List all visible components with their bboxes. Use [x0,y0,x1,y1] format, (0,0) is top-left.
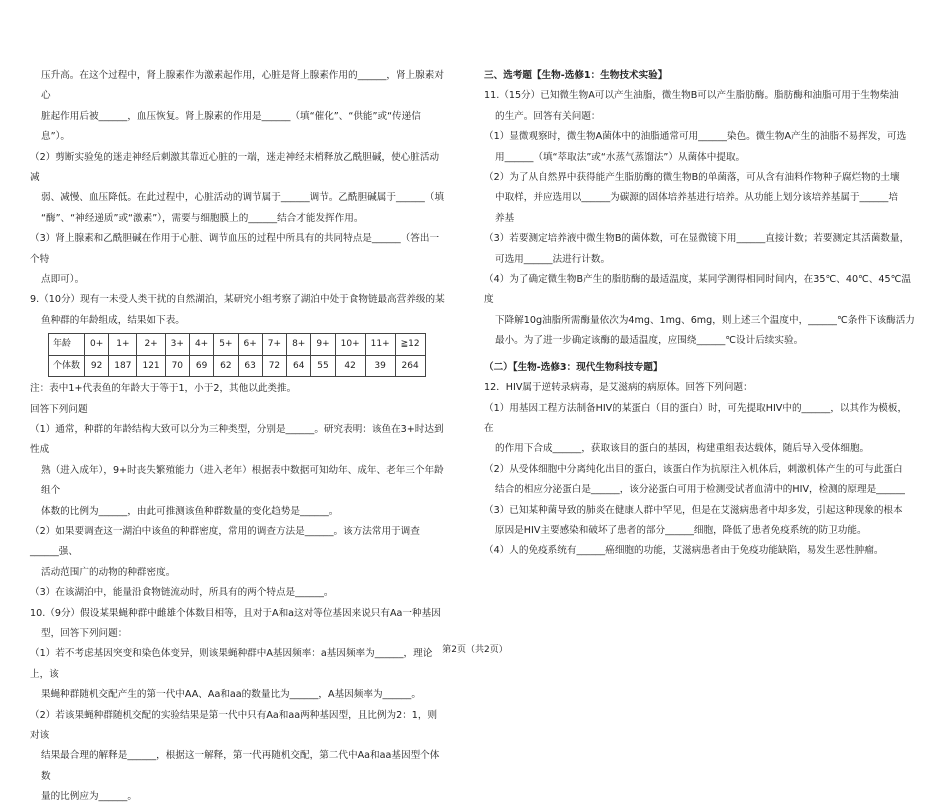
table-cell: 个体数 [49,355,85,376]
text-line: （1）用基因工程方法制备HIV的某蛋白（目的蛋白）时，可先提取HIV中的______，以其作为模板，在 [484,402,908,434]
table-cell: 42 [335,355,365,376]
table-cell: 62 [214,355,238,376]
text-line: 回答下列问题 [30,403,88,415]
table-cell: 55 [311,355,335,376]
table-cell: 70 [165,355,189,376]
text-line: （1）显微观察时，微生物A菌体中的油脂通常可用______染色。微生物A产生的油脂不易挥发，可选 [484,131,907,143]
text-line: 压升高。在这个过程中，肾上腺素作为激素起作用，心脏是肾上腺素作用的______，肾上腺素对心 [41,70,444,102]
text-line: 点即可）。 [41,274,85,286]
table-header-row [49,334,426,355]
table-cell: ≧12 [395,334,425,355]
table-cell: 121 [137,355,165,376]
page-footer: 第2页（共2页） [442,645,508,655]
text-line: （4）人的免疫系统有______癌细胞的功能，艾滋病患者由于免疫功能缺陷，易发生恶性肿瘤。 [484,545,884,557]
table-cell: 5+ [214,334,238,355]
table-cell: 8+ [287,334,311,355]
text-line: 熟（进入成年），9+时丧失繁殖能力（进入老年）根据表中数据可知幼年、成年、老年三个年龄组个 [41,464,444,497]
table-cell: 264 [395,355,425,376]
text-line: 量的比例应为______。 [41,791,137,803]
text-line: 下降解10g油脂所需酶量依次为4mg、1mg、6mg，则上述三个温度中，______℃条件下该酶活力 [495,314,915,326]
text-line: （3）肾上腺素和乙酰胆碱在作用于心脏、调节血压的过程中所具有的共同特点是______（答出一个特 [30,233,440,265]
table-cell: 0+ [85,334,109,355]
text-line: 最小。为了进一步确定该酶的最适温度，应围绕______℃设计后续实验。 [495,335,804,347]
left-column [30,66,446,808]
text-line: （2）为了从自然界中获得能产生脂肪酶的微生物B的单菌落，可从含有油料作物种子腐烂物的土壤 [484,172,900,184]
text-line: （1）通常，种群的年龄结构大致可以分为三种类型，分别是______。研究表明：该鱼在3+时达到性成 [30,423,444,456]
question-11-heading: 11.（15分）已知微生物A可以产生油脂，微生物B可以产生脂肪酶。脂肪酶和油脂可用于生物柴油 [484,90,899,102]
text-line: 活动范围广的动物的种群密度。 [41,566,176,578]
text-line: （2）从受体细胞中分离纯化出目的蛋白，该蛋白作为抗原注入机体后，刺激机体产生的可与此蛋白 [484,463,903,475]
right-column [484,66,916,562]
table-cell: 11+ [365,334,395,355]
question-10-heading: 10.（9分）假设某果蝇种群中雌雄个体数目相等，且对于A和a这对等位基因来说只有Aa一种基因 [30,607,441,619]
table-cell: 6+ [238,334,262,355]
table-cell: 9+ [311,334,335,355]
text-line: 中取样，并应选用以______为碳源的固体培养基进行培养。从功能上划分该培养基属于______培 [495,192,898,204]
table-cell: 7+ [262,334,286,355]
age-structure-table [48,333,426,377]
table-cell: 4+ [189,334,213,355]
table-cell: 92 [85,355,109,376]
text-line: 原因是HIV主要感染和破坏了患者的部分______细胞，降低了患者免疫系统的防卫功能。 [495,524,867,536]
text-line: 结果最合理的解释是______，根据这一解释，第一代再随机交配，第二代中Aa和aa基因型个体数 [41,750,440,782]
section-heading-elective-1: 三、选考题【生物-选修1：生物技术实验】 [484,70,668,81]
text-line: 体数的比例为______，由此可推测该鱼种群数量的变化趋势是______。 [41,505,339,517]
text-line: （2）若该果蝇种群随机交配的实验结果是第一代中只有Aa和aa两种基因型，且比例为2：1，则对该 [30,709,438,741]
table-row [49,355,426,376]
text-line: 的作用下合成______，获取该目的蛋白的基因，构建重组表达载体，随后导入受体细胞。 [495,443,870,455]
question-12-heading: 12．HIV属于逆转录病毒，是艾滋病的病原体。回答下列问题： [484,382,753,394]
text-line: 的生产。回答有关问题： [495,110,601,122]
table-cell: 63 [238,355,262,376]
text-line: 鱼种群的年龄组成，结果如下表。 [41,314,185,326]
text-line: 脏起作用后被______，血压恢复。肾上腺素的作用是______（填“催化”、“供能”或“传递信 [41,110,421,122]
table-cell: 187 [109,355,137,376]
table-cell: 39 [365,355,395,376]
text-line: （3）在该湖泊中，能量沿食物链流动时，所具有的两个特点是______。 [30,587,334,599]
text-line: （4）为了确定微生物B产生的脂肪酶的最适温度，某同学测得相同时间内，在35℃、40℃、45℃温度 [484,274,912,306]
text-line: 结合的相应分泌蛋白是______，该分泌蛋白可用于检测受试者血清中的HIV，检测的原理是______ [495,484,905,496]
text-line: 注：表中1+代表鱼的年龄大于等于1，小于2，其他以此类推。 [30,383,297,395]
table-cell: 3+ [165,334,189,355]
table-cell: 69 [189,355,213,376]
table-cell: 2+ [137,334,165,355]
table-cell: 年龄 [49,334,85,355]
text-line: 果蝇种群随机交配产生的第一代中AA、Aa和aa的数量比为______，A基因频率为______。 [41,689,421,701]
table-cell: 72 [262,355,286,376]
section-heading-elective-3: （二）【生物-选修3：现代生物科技专题】 [484,361,663,373]
text-line: 弱、减慢、血压降低。在此过程中，心脏活动的调节属于______调节。乙酰胆碱属于______（填 [41,192,444,204]
text-line: “酶”、“神经递质”或“激素”），需要与细胞膜上的______结合才能发挥作用。 [41,212,364,224]
question-9-heading: 9.（10分）现有一未受人类干扰的自然湖泊，某研究小组考察了湖泊中处于食物链最高营养级的某 [30,294,445,306]
text-line: （2）剪断实验兔的迷走神经后刺激其靠近心脏的一端，迷走神经末梢释放乙酰胆碱，使心脏活动减 [30,151,440,184]
text-line: 型，回答下列问题： [41,627,128,639]
table-cell: 10+ [335,334,365,355]
table-cell: 1+ [109,334,137,355]
text-line: （3）若要测定培养液中微生物B的菌体数，可在显微镜下用______直接计数；若要测定其活菌数量， [484,233,910,245]
text-line: 可选用______法进行计数。 [495,253,611,265]
table-cell: 64 [287,355,311,376]
text-line: （1）若不考虑基因突变和染色体变异，则该果蝇种群中A基因频率：a基因频率为______，理论上，该 [30,648,433,680]
text-line: 养基 [495,212,515,224]
text-line: 息”）。 [41,131,70,143]
text-line: （2）如果要调查这一湖泊中该鱼的种群密度，常用的调查方法是______。该方法常用于调查______强、 [30,525,420,558]
text-line: 用______（填“萃取法”或“水蒸气蒸馏法”）从菌体中提取。 [495,151,746,163]
text-line: （3）已知某种菌导致的肺炎在健康人群中罕见，但是在艾滋病患者中却多发，引起这种现象的根本 [484,504,903,516]
